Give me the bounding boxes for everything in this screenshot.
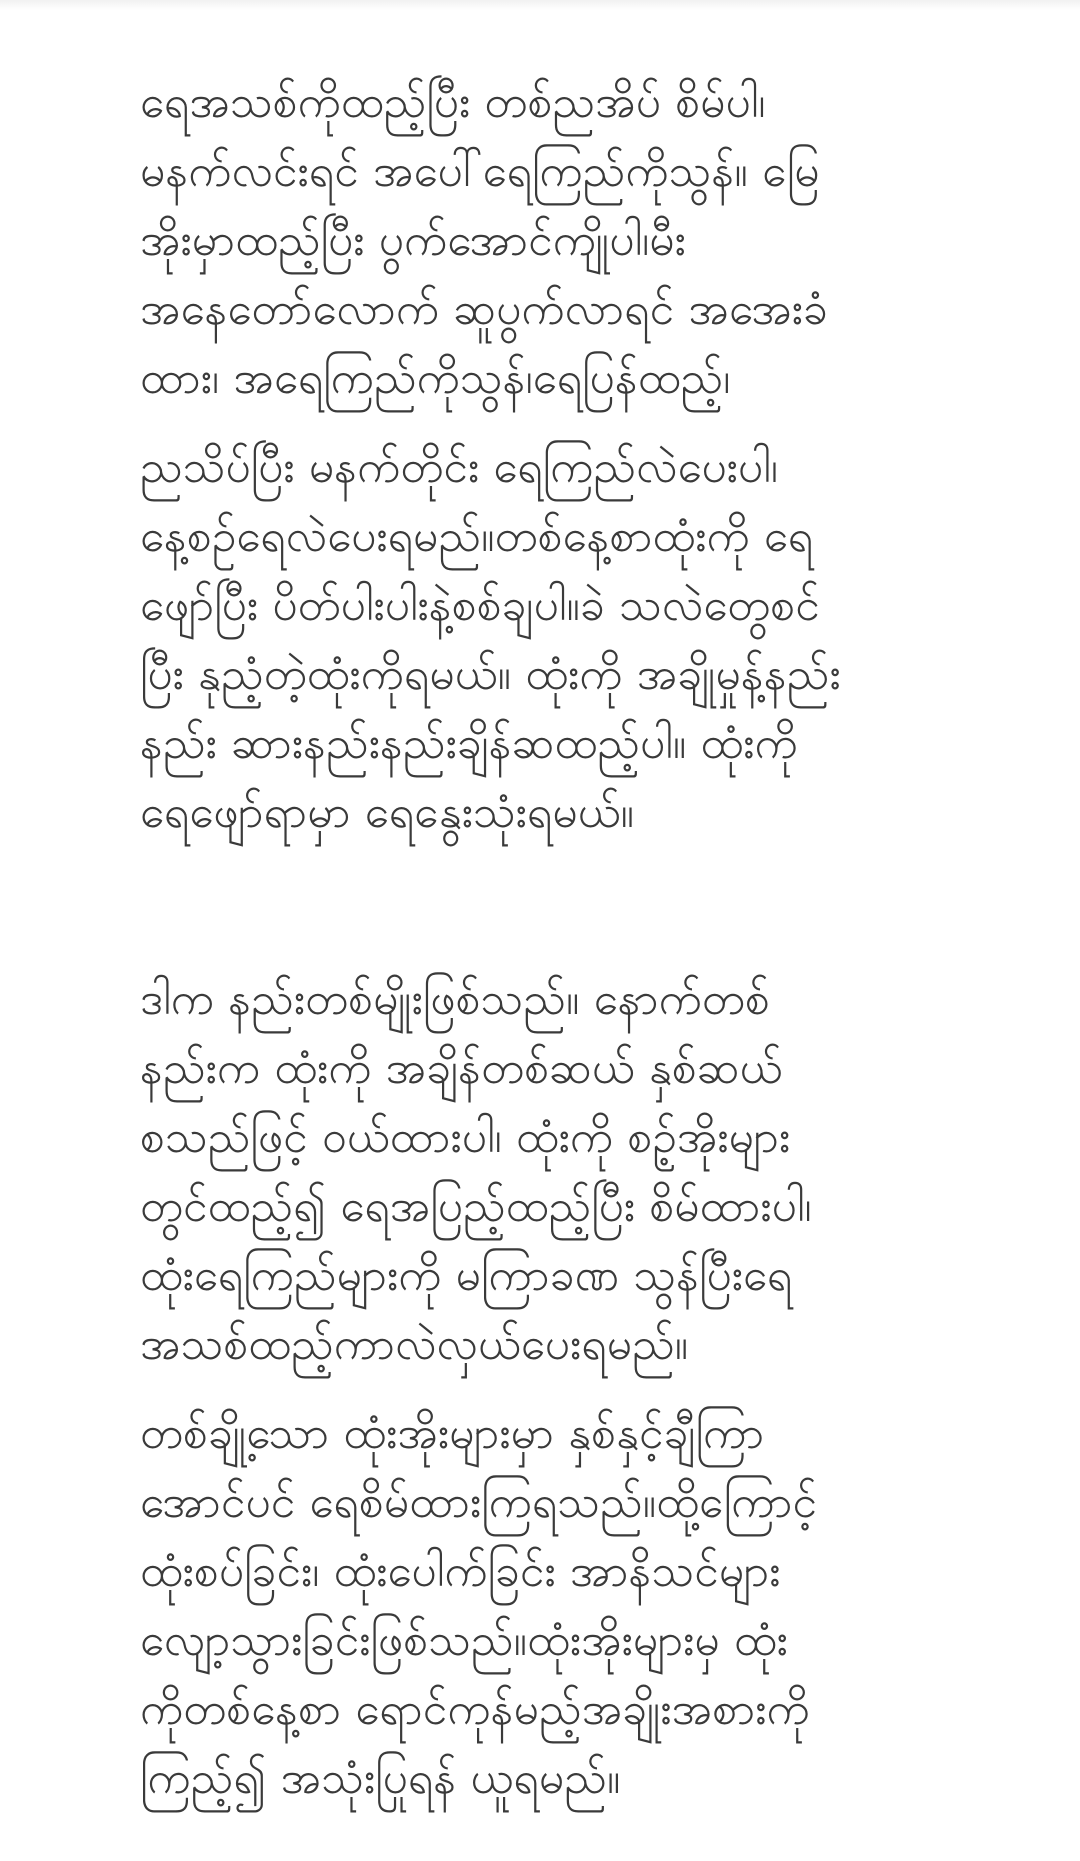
text-line: ထား၊ အရေကြည်ကိုသွန်၊ရေပြန်ထည့်၊ xyxy=(140,353,731,404)
text-line: နေ့စဉ်ရေလဲပေးရမည်။တစ်နေ့စာထုံးကို ရေ xyxy=(140,511,814,562)
text-line: ကိုတစ်နေ့စာ ရောင်ကုန်မည့်အချိုးအစားကို xyxy=(140,1684,810,1735)
top-edge-shadow xyxy=(0,0,1080,10)
text-line: နည်းက ထုံးကို အချိန်တစ်ဆယ် နှစ်ဆယ် xyxy=(140,1043,783,1094)
paragraph-spacer xyxy=(140,1379,940,1399)
text-line: အနေတော်လောက် ဆူပွက်လာရင် အအေးခံ xyxy=(140,284,828,335)
text-line: ပြီး နုညံ့တဲ့ထုံးကိုရမယ်။ ထုံးကို အချိုမှုန့်နည်း xyxy=(140,649,841,700)
document-body xyxy=(140,68,940,1813)
text-line: တွင်ထည့်၍ ရေအပြည့်ထည့်ပြီး စိမ်ထားပါ၊ xyxy=(140,1181,812,1232)
text-line: အသစ်ထည့်ကာလဲလှယ်ပေးရမည်။ xyxy=(140,1319,689,1370)
paragraph-spacer xyxy=(140,413,940,433)
text-line: ရေဖျော်ရာမှာ ရေနွေးသုံးရမယ်။ xyxy=(140,787,635,838)
text-line: အိုးမှာထည့်ပြီး ပွက်အောင်ကျိုပါ၊မီး xyxy=(140,215,686,266)
text-line: အောင်ပင် ရေစိမ်ထားကြရသည်။ထို့ကြောင့် xyxy=(140,1477,818,1528)
text-line: မနက်လင်းရင် အပေါ်ရေကြည်ကိုသွန်။ မြေ xyxy=(140,146,820,197)
text-line: ထုံးရေကြည်များကို မကြာခဏ သွန်ပြီးရေ xyxy=(140,1250,793,1301)
text-line: တစ်ချို့သော ထုံးအိုးများမှာ နှစ်နှင့်ချီကြာ xyxy=(140,1408,765,1459)
text-line: ထုံးစပ်ခြင်း၊ ထုံးပေါက်ခြင်း အာနိသင်များ xyxy=(140,1546,781,1597)
text-line: လျော့သွားခြင်းဖြစ်သည်။ထုံးအိုးများမှ ထုံး xyxy=(140,1615,788,1666)
paragraph-3 xyxy=(140,965,940,1379)
paragraph-4 xyxy=(140,1399,940,1813)
paragraph-1 xyxy=(140,68,940,413)
text-line: ဒါက နည်းတစ်မျိုးဖြစ်သည်။ နောက်တစ် xyxy=(140,974,770,1025)
text-line: ညသိပ်ပြီး မနက်တိုင်း ရေကြည်လဲပေးပါ၊ xyxy=(140,442,778,493)
text-line: စသည်ဖြင့် ဝယ်ထားပါ၊ ထုံးကို စဉ့်အိုးများ xyxy=(140,1112,791,1163)
text-line: ဖျော်ပြီး ပိတ်ပါးပါးနဲ့စစ်ချပါ။ခဲ သလဲတွေစင် xyxy=(140,580,820,631)
paragraph-2 xyxy=(140,433,940,847)
section-spacer xyxy=(140,847,940,965)
text-line: နည်း ဆားနည်းနည်းချိန်ဆထည့်ပါ။ ထုံးကို xyxy=(140,718,798,769)
text-line: ရေအသစ်ကိုထည့်ပြီး တစ်ညအိပ် စိမ်ပါ၊ xyxy=(140,77,766,128)
text-line: ကြည့်၍ အသုံးပြုရန် ယူရမည်။ xyxy=(140,1753,621,1804)
